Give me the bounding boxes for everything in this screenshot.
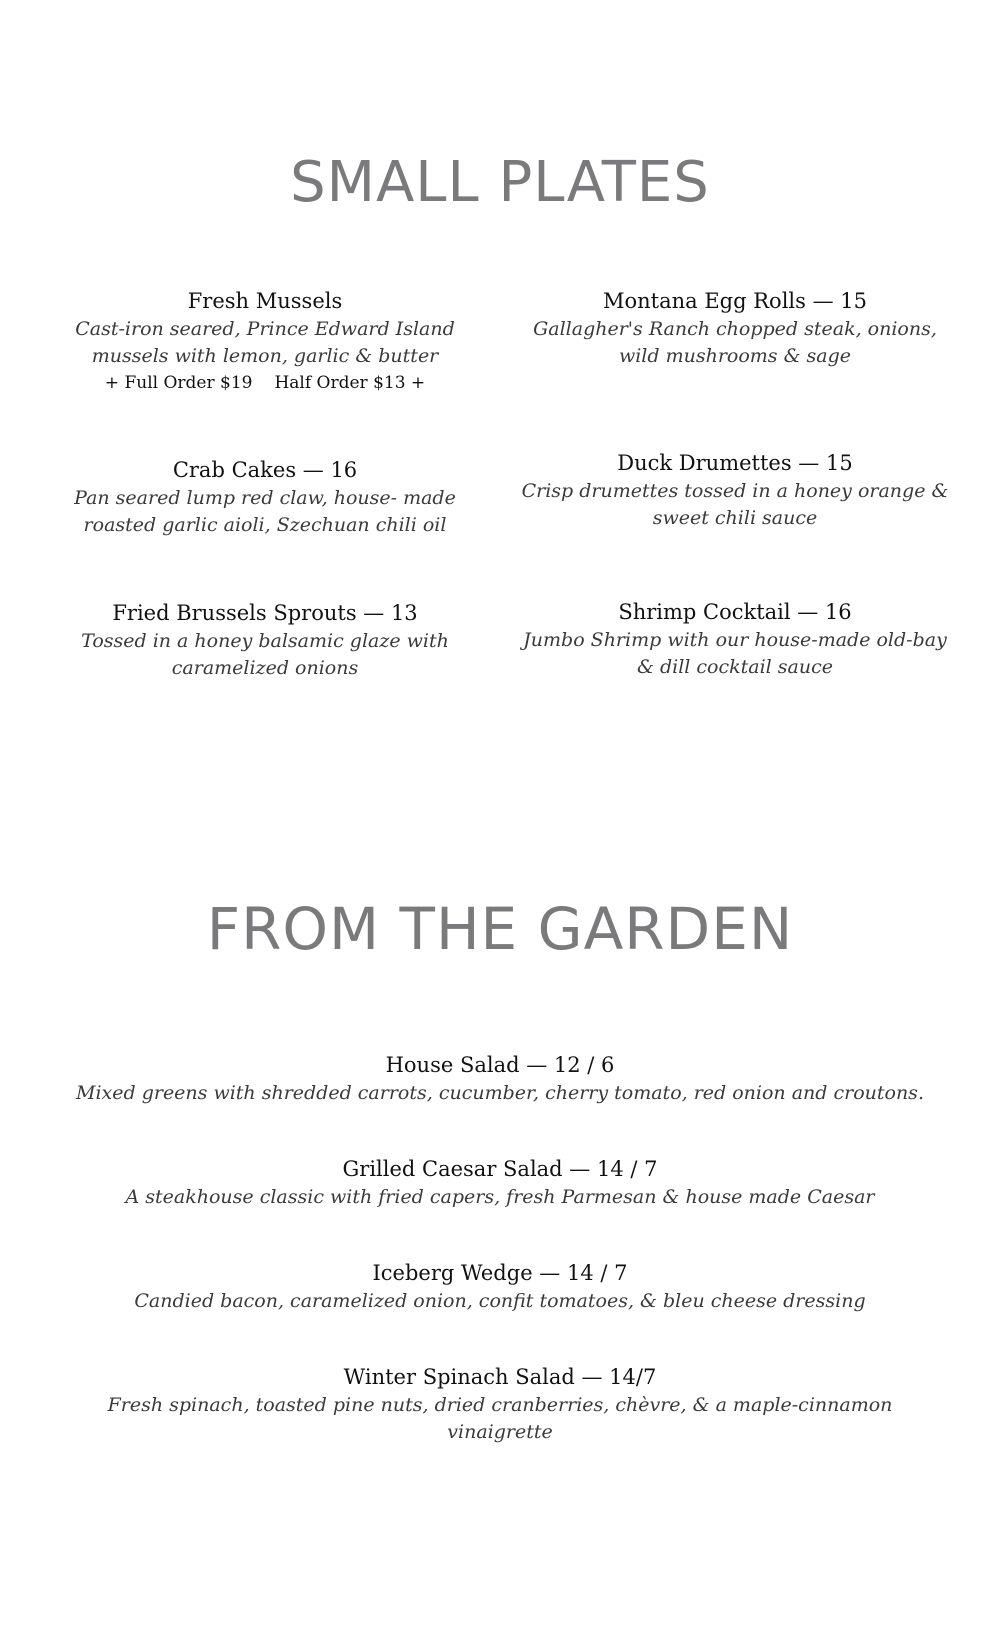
menu-item-grilled-caesar-salad [40, 1154, 960, 1211]
dish-name: Crab Cakes — 16 [172, 458, 358, 482]
from-the-garden-heading: FROM THE GARDEN [206, 895, 794, 963]
dish-description: Jumbo Shrimp with our house-made old-bay & dill cocktail sauce [523, 629, 947, 678]
menu-item-winter-spinach-salad [100, 1362, 900, 1446]
small-plates-heading: SMALL PLATES [290, 150, 710, 215]
dish-description: Gallagher's Ranch chopped steak, onions, wild mushrooms & sage [533, 318, 937, 367]
dish-description: Tossed in a honey balsamic glaze with caramelized onions [81, 630, 449, 679]
dish-description: Crisp drumettes tossed in a honey orange & sweet chili sauce [521, 480, 949, 529]
dish-name: Fresh Mussels [187, 289, 343, 313]
dish-description: A steakhouse classic with fried capers, fresh Parmesan & house made Caesar [125, 1186, 875, 1208]
dish-name: House Salad — 12 / 6 [385, 1053, 615, 1077]
dish-name: Grilled Caesar Salad — 14 / 7 [342, 1157, 658, 1181]
dish-name: Fried Brussels Sprouts — 13 [112, 601, 418, 625]
menu-item-fried-brussels-sprouts [60, 598, 470, 682]
dish-price-options [60, 370, 470, 396]
dish-name: Iceberg Wedge — 14 / 7 [372, 1261, 628, 1285]
menu-item-fresh-mussels [60, 286, 470, 396]
dish-name: Shrimp Cocktail — 16 [618, 600, 852, 624]
full-order-price: + Full Order $19 [104, 373, 253, 393]
menu-item-iceberg-wedge [40, 1258, 960, 1315]
menu-item-house-salad [40, 1050, 960, 1107]
dish-name: Winter Spinach Salad — 14/7 [343, 1365, 657, 1389]
half-order-price: Half Order $13 + [274, 373, 426, 393]
dish-description: Mixed greens with shredded carrots, cucumber, cherry tomato, red onion and croutons. [76, 1082, 924, 1104]
dish-description: Pan seared lump red claw, house- made roasted garlic aioli, Szechuan chili oil [74, 487, 456, 536]
dish-name: Duck Drumettes — 15 [617, 451, 853, 475]
dish-name: Montana Egg Rolls — 15 [603, 289, 867, 313]
dish-description: Candied bacon, caramelized onion, confit tomatoes, & bleu cheese dressing [134, 1290, 866, 1312]
menu-item-crab-cakes [60, 455, 470, 539]
menu-item-montana-egg-rolls [520, 286, 950, 370]
menu-item-shrimp-cocktail [520, 597, 950, 681]
dish-description: Fresh spinach, toasted pine nuts, dried cranberries, chèvre, & a maple-cinnamon vinaigrette [107, 1394, 893, 1443]
dish-description: Cast-iron seared, Prince Edward Island mussels with lemon, garlic & butter [75, 318, 455, 367]
menu-item-duck-drumettes [520, 448, 950, 532]
